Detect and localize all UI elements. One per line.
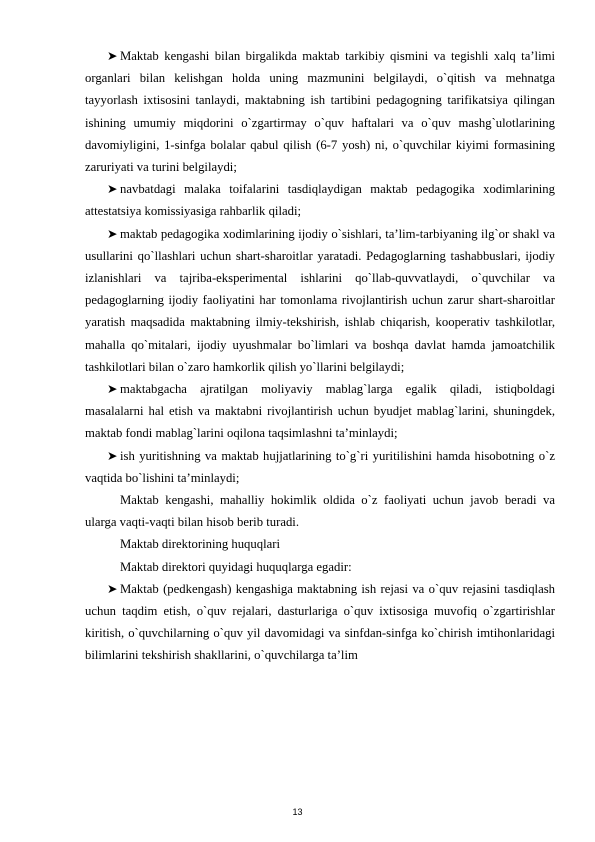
page-number: 13	[292, 807, 303, 817]
list-item	[85, 378, 555, 445]
list-item	[85, 45, 555, 178]
list-item	[85, 445, 555, 489]
paragraph-text: Maktab (pedkengash) kengashiga maktabning ish rejasi va o`quv rejasini tasdiqlash uchun taqdim etish, o`quv rejalari, dasturlariga o`quv ixtisosiga muvofiq o`zgartirishlar kiritish, o`quvchilarning o`quv yil davomidagi va sinfdan-sinfga ko`chirish imtihonlaridagi bilimlarini tekshirish shakllarini, o`quvchilarga ta’lim	[85, 581, 555, 663]
paragraph: Maktab kengashi, mahalliy hokimlik oldida o`z faoliyati uchun javob beradi va ularga vaqti-vaqti bilan hisob berib turadi.	[85, 493, 555, 530]
paragraph-text: Maktab kengashi bilan birgalikda maktab tarkibiy qismini va tegishli xalq ta’limi organlari bilan kelishgan holda uning mazmunini belgilaydi, o`qitish va mehnatga tayyorlash ixtisosini tanlaydi, maktabning ish tartibini pedagogning tarifikatsiya qilingan ishining umumiy miqdorini o`zgartirmay o`quv haftalari va o`quv mashg`ulotlarining davomiyligini, 1-sinfga bolalar qabul qilish (6-7 yosh) ni, o`quvchilar kiyimi formasining zaruriyati va turini belgilaydi;	[85, 49, 555, 175]
paragraph-text: maktab pedagogika xodimlarining ijodiy o`sishlari, ta’lim-tarbiyaning ilg`or shakl va usullarini qo`llashlari uchun shart-sharoitlar yaratadi. Pedagoglarning tashabbuslari, ijodiy izlanishlari va tajriba-eksperimental ishlarini qo`llab-quvvatlaydi, o`quvchilar va pedagoglarning ijodiy faoliyatini har tomonlama rivojlantirish uchun zarur shart-sharoitlar yaratish maqsadida maktabning ilmiy-tekshirish, ishlab chiqarish, kooperativ tashkilotlar, mahalla qo`mitalari, ijodiy uyushmalar bo`limlari va boshqa davlat hamda jamoatchilik tashkilotlari bilan o`zaro hamkorlik qilish yo`llarini belgilaydi;	[85, 226, 555, 374]
list-item	[85, 223, 555, 378]
list-item	[85, 178, 555, 222]
arrowhead-bullet-icon: ➤	[107, 382, 118, 397]
arrowhead-bullet-icon: ➤	[107, 448, 118, 463]
arrowhead-bullet-icon: ➤	[107, 581, 118, 596]
page-body	[85, 45, 555, 667]
paragraph-text: maktabgacha ajratilgan moliyaviy mablag`larga egalik qiladi, istiqboldagi masalalarni hal etish va maktabni rivojlantirish uchun byudjet mablag`larini, shuningdek, maktab fondi mablag`larini oqilona taqsimlashni ta’minlaydi;	[85, 382, 555, 441]
paragraph-text: ish yuritishning va maktab hujjatlarining to`g`ri yuritilishini hamda hisobotning o`z vaqtida bo`lishini ta’minlaydi;	[85, 448, 555, 485]
arrowhead-bullet-icon: ➤	[107, 182, 118, 197]
arrowhead-bullet-icon: ➤	[107, 226, 118, 241]
section-heading: Maktab direktorining huquqlari	[120, 537, 280, 552]
list-item	[85, 578, 555, 667]
paragraph: Maktab direktori quyidagi huquqlarga egadir:	[120, 559, 352, 574]
paragraph-text: navbatdagi malaka toifalarini tasdiqlaydigan maktab pedagogika xodimlarining attestatsiya komissiyasiga rahbarlik qiladi;	[85, 182, 555, 219]
arrowhead-bullet-icon: ➤	[107, 49, 118, 63]
